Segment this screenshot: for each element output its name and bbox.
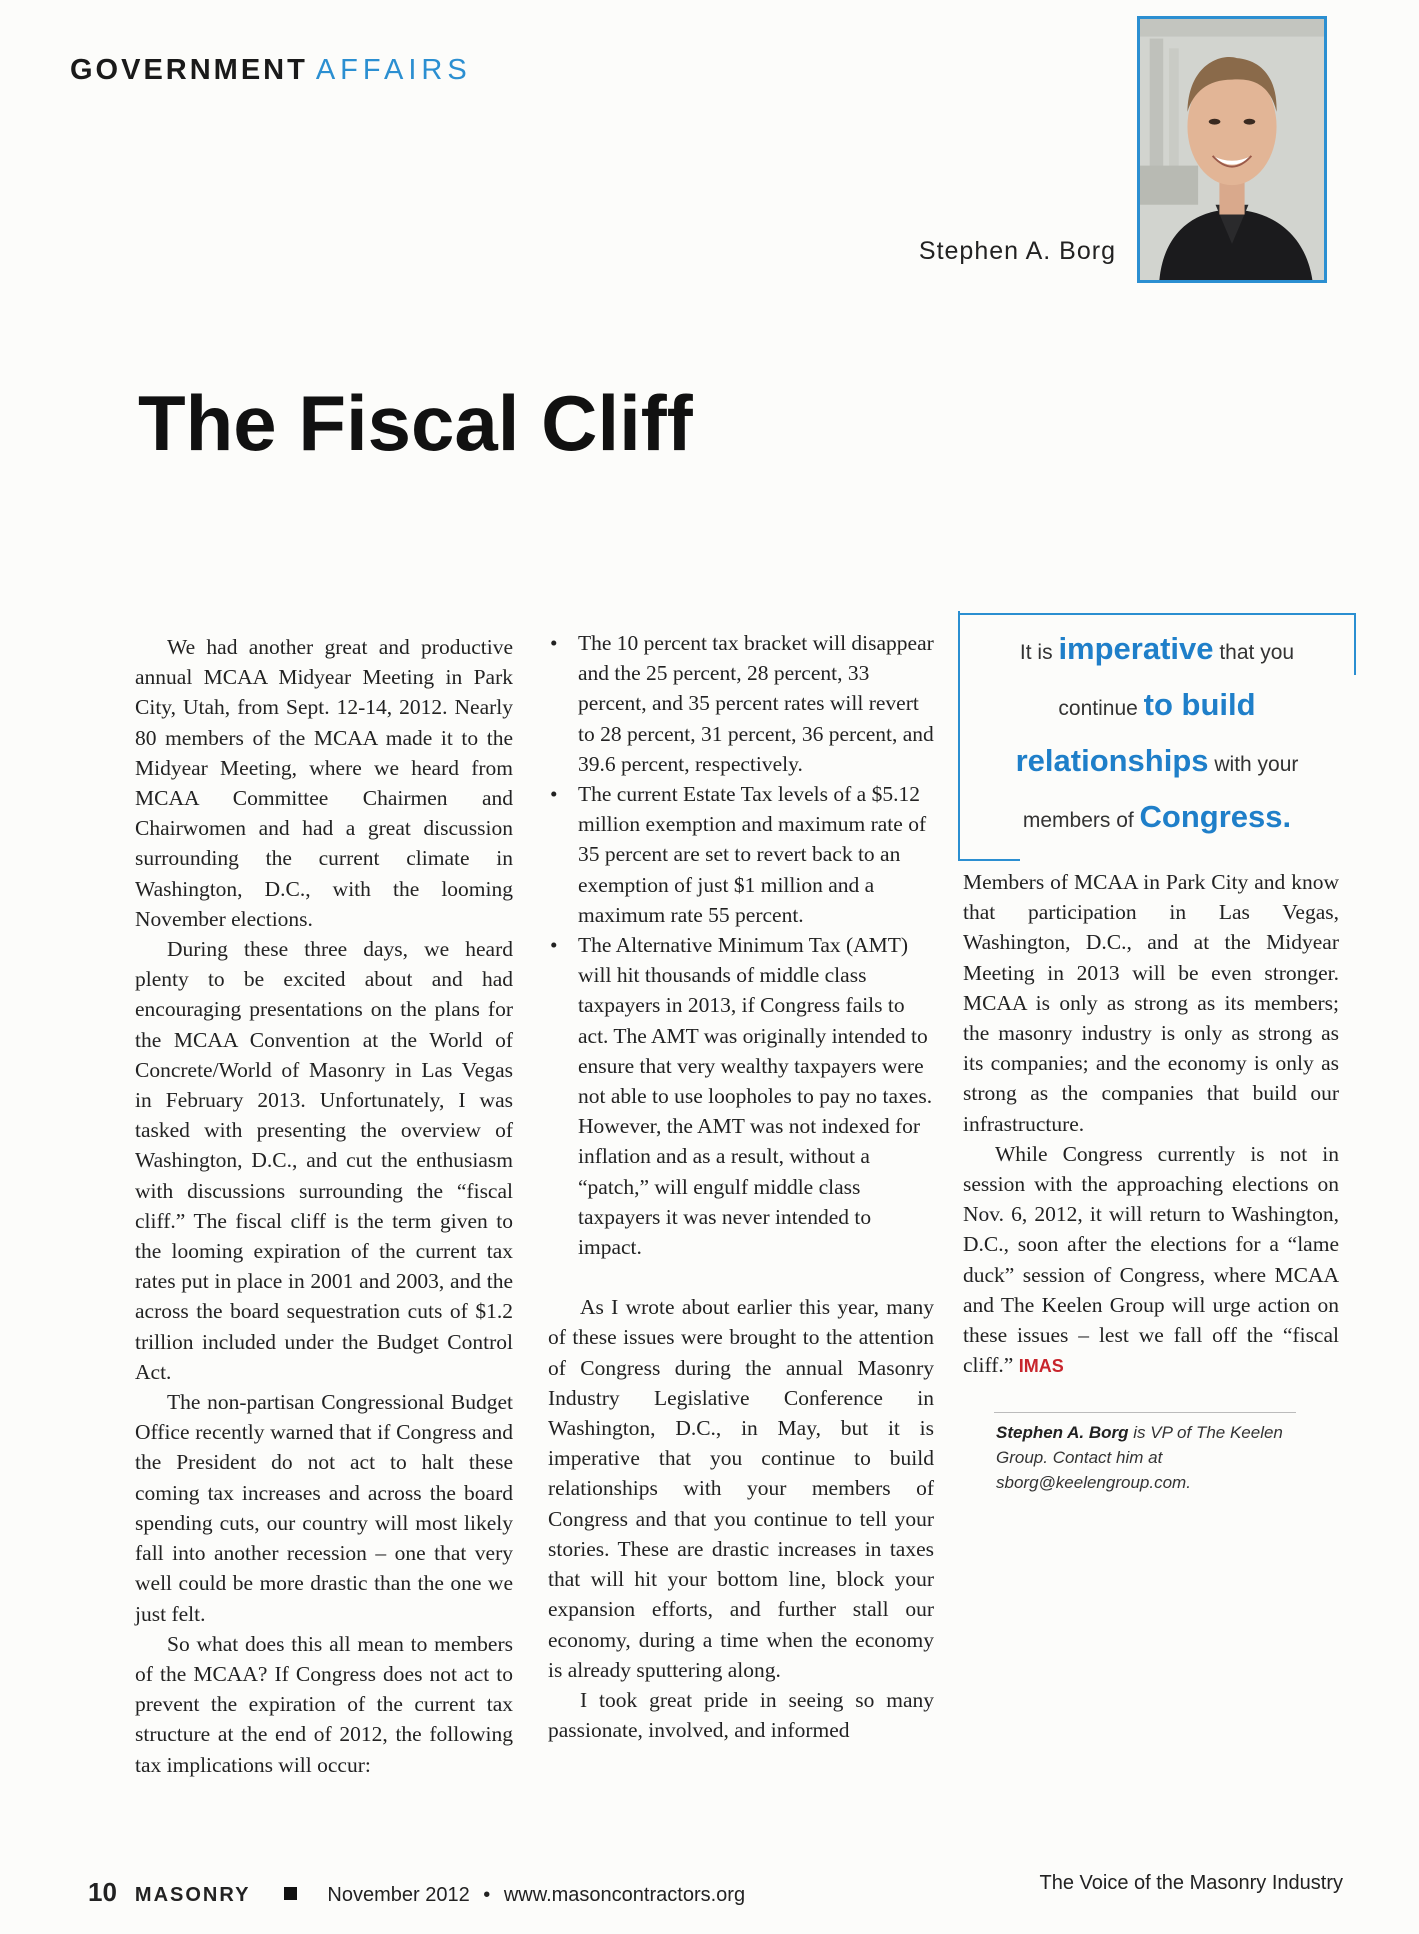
author-name: Stephen A. Borg — [918, 237, 1116, 265]
pull-quote-border-bottom — [958, 859, 1020, 861]
end-mark: IMAS — [1018, 1356, 1064, 1377]
bio-divider — [994, 1412, 1296, 1413]
square-icon — [284, 1887, 297, 1900]
pull-quote — [958, 613, 1356, 861]
author-photo — [1137, 16, 1327, 283]
column-1 — [135, 632, 513, 1780]
tax-implications-list — [548, 628, 934, 1262]
separator-icon: • — [483, 1884, 491, 1906]
list-item — [548, 930, 934, 1262]
bio-text: is VP of The Keelen Group. Contact him at sborg@keelengroup.com. — [996, 1423, 1283, 1492]
paragraph — [963, 1139, 1339, 1382]
author-bio — [996, 1420, 1316, 1495]
pull-quote-border-top — [958, 613, 1356, 615]
paragraph: During these three days, we heard plenty to be excited about and had encouraging presentations on the plans for the MCAA Convention at the World of Concrete/World of Masonry in Las Vegas in February 2013. Unfortunately, I was tasked with presenting the overview of Washington, D.C., and cut the enthusiasm with discussions surrounding the “fiscal cliff.” The fiscal cliff is the term given to the looming expiration of the current tax rates put in place in 2001 and 2003, and the across the board sequestration cuts of $1.2 trillion included under the Budget Control Act. — [135, 937, 513, 1384]
column-3 — [963, 867, 1339, 1381]
paragraph: As I wrote about earlier this year, many of these issues were brought to the attention of Congress during the annual Masonry Industry Legislative Conference in Washington, D.C., in May, but it is imperative that you continue to build relationships with your members of Congress and that you continue to tell your stories. These are drastic increases in taxes that will hit your bottom line, block your expansion efforts, and further stall our economy, during a time when the economy is already sputtering along. — [548, 1295, 934, 1682]
section-label-light: AFFAIRS — [315, 54, 472, 86]
list-item — [548, 628, 934, 779]
issue-date: November 2012 — [327, 1884, 470, 1906]
pull-quote-line: members of Congress. — [1022, 799, 1292, 834]
bullet-icon: • — [550, 782, 558, 807]
article-title: The Fiscal Cliff — [138, 379, 693, 467]
list-item-text: The current Estate Tax levels of a $5.12 million exemption and maximum rate of 35 percent are set to revert back to an exemption of just $1 million and a maximum rate 55 percent. — [578, 782, 927, 927]
footer-left — [88, 1877, 745, 1908]
pull-quote-line: relationships with your — [1015, 743, 1299, 778]
section-label-bold: GOVERNMENT — [70, 54, 308, 86]
bullet-icon: • — [550, 631, 558, 655]
website-url: www.masoncontractors.org — [503, 1884, 746, 1906]
pull-quote-line: It is imperative that you — [1019, 631, 1295, 666]
pull-quote-line: continue to build — [1058, 687, 1256, 722]
bullet-icon: • — [550, 933, 558, 958]
magazine-name: MASONRY — [134, 1884, 251, 1906]
list-item — [548, 779, 934, 930]
paragraph: Members of MCAA in Park City and know that participation in Las Vegas, Washington, D.C., and at the Midyear Meeting in 2013 will be even stronger. MCAA is only as strong as its members; the masonry industry is only as strong as its companies; and the economy is only as strong as the companies that build our infrastructure. — [963, 870, 1339, 1136]
paragraph: We had another great and productive annual MCAA Midyear Meeting in Park City, Utah, from Sept. 12-14, 2012. Nearly 80 members of the MCAA made it to the Midyear Meeting, where we heard from MCAA Committee Chairmen and Chairwomen and had a great discussion surrounding the current climate in Washington, D.C., with the looming November elections. — [135, 635, 513, 931]
bio-name: Stephen A. Borg — [996, 1423, 1129, 1442]
page-number: 10 — [88, 1877, 117, 1907]
list-item-text: The Alternative Minimum Tax (AMT) will hit thousands of middle class taxpayers in 2013, if Congress fails to act. The AMT was originally intended to ensure that very wealthy taxpayers were not able to use loopholes to pay no taxes. However, the AMT was not indexed for inflation and as a result, without a “patch,” will engulf middle class taxpayers it was never intended to impact. — [578, 933, 933, 1260]
paragraph: So what does this all mean to members of the MCAA? If Congress does not act to prevent the expiration of the current tax structure at the end of 2012, the following tax implications will occur: — [135, 1631, 513, 1777]
footer-tagline: The Voice of the Masonry Industry — [1039, 1872, 1343, 1894]
paragraph-text: While Congress currently is not in session with the approaching elections on Nov. 6, 2012, it will return to Washington, D.C., soon after the elections for a “lame duck” session of Congress, where MCAA and The Keelen Group will urge action on these issues – lest we fall off the “fiscal cliff.” — [963, 1141, 1339, 1378]
column-2 — [548, 628, 934, 1745]
list-item-text: The 10 percent tax bracket will disappear and the 25 percent, 28 percent, 33 percent, and 35 percent rates will revert to 28 percent, 31 percent, 36 percent, and 39.6 percent, respectively. — [578, 631, 934, 776]
section-label — [70, 54, 472, 87]
author-portrait-icon — [1140, 19, 1324, 280]
paragraph: The non-partisan Congressional Budget Office recently warned that if Congress and the President do not act to halt these coming tax increases and across the board spending cuts, our country will most likely fall into another recession – one that very well could be more drastic than the one we just felt. — [135, 1390, 513, 1626]
paragraph: I took great pride in seeing so many passionate, involved, and informed — [548, 1687, 934, 1743]
